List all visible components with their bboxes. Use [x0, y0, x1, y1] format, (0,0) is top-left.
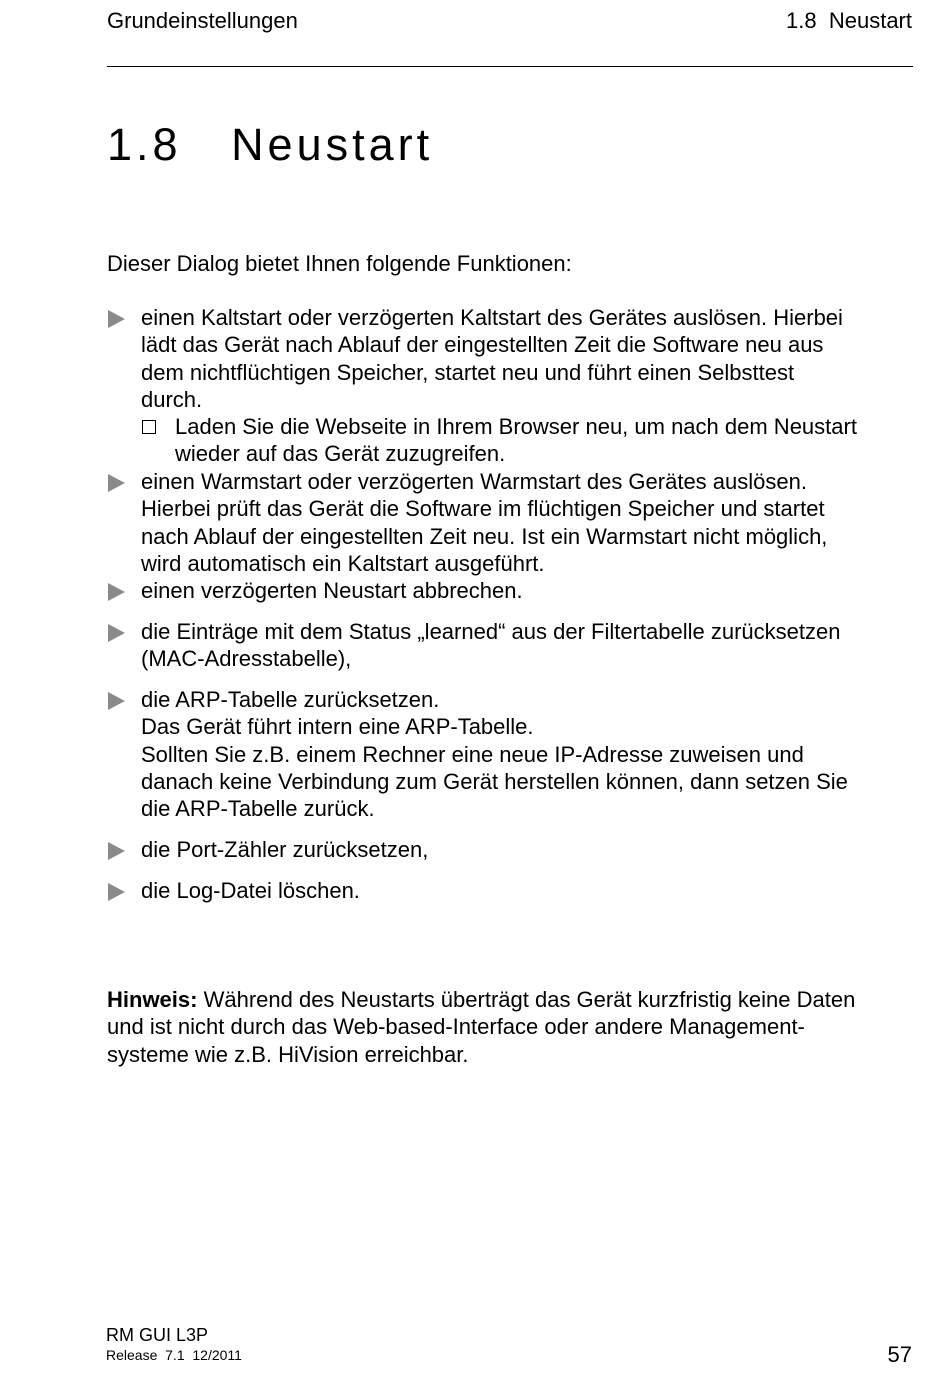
list-item [107, 618, 913, 673]
intro-paragraph: Dieser Dialog bietet Ihnen folgende Funktionen: [107, 251, 572, 276]
text-line: die Log-Datei löschen. [141, 878, 360, 903]
list-item-text [141, 304, 913, 468]
running-header-chapter: Grundeinstellungen [107, 8, 298, 33]
text-line: die ARP-Tabelle zurück. [141, 796, 375, 822]
list-item [107, 304, 913, 468]
text-line: wieder auf das Gerät zuzugreifen. [175, 441, 506, 467]
text-line: dem nichtflüchtigen Speicher, startet neu und führt einen Selbsttest [141, 359, 795, 385]
page-number: 57 [887, 1342, 912, 1367]
text-line: lädt das Gerät nach Ablauf der eingestellten Zeit die Software neu aus [141, 332, 824, 358]
triangle-bullet-icon [108, 474, 125, 492]
triangle-bullet-icon [108, 842, 125, 860]
text-line: (MAC-Adresstabelle), [141, 646, 352, 672]
footer-release-info: Release 7.1 12/2011 [106, 1347, 242, 1363]
list-item [107, 877, 913, 904]
triangle-bullet-icon [108, 883, 125, 901]
triangle-bullet-icon [108, 624, 125, 642]
text-line: die Port-Zähler zurücksetzen, [141, 837, 429, 862]
text-line: wird automatisch ein Kaltstart ausgeführt. [141, 550, 545, 576]
list-item [107, 836, 913, 863]
list-item-text [141, 618, 913, 673]
text-line: durch. [141, 386, 203, 412]
note-label: Hinweis: [107, 987, 198, 1012]
text-line: Laden Sie die Webseite in Ihrem Browser neu, um nach dem Neustart [175, 414, 857, 440]
text-line: die Einträge mit dem Status „learned“ aus der Filtertabelle zurücksetzen [141, 619, 841, 644]
sub-list-item [141, 413, 913, 468]
note-text-line: und ist nicht durch das Web-based-Interface oder andere Management- [107, 1014, 805, 1040]
section-title: 1.8 Neustart [107, 119, 434, 170]
text-line: nach Ablauf der eingestellten Zeit neu. Ist ein Warmstart nicht möglich, [141, 523, 828, 549]
text-line: Das Gerät führt intern eine ARP-Tabelle. [141, 714, 534, 740]
text-line: einen verzögerten Neustart abbrechen. [141, 578, 523, 603]
text-line: Hierbei prüft das Gerät die Software im flüchtigen Speicher und startet [141, 496, 825, 522]
note-text-line: Während des Neustarts überträgt das Gerät kurzfristig keine Daten [197, 987, 856, 1012]
text-line: einen Warmstart oder verzögerten Warmstart des Gerätes auslösen. [141, 469, 807, 494]
note-text-line: systeme wie z.B. HiVision erreichbar. [107, 1041, 469, 1067]
triangle-bullet-icon [108, 310, 125, 328]
list-item-text [141, 577, 913, 604]
text-line: einen Kaltstart oder verzögerten Kaltstart des Gerätes auslösen. Hierbei [141, 305, 843, 330]
square-bullet-icon [142, 420, 156, 434]
list-item-text [141, 836, 913, 863]
header-divider [107, 66, 913, 67]
triangle-bullet-icon [108, 692, 125, 710]
text-line: die ARP-Tabelle zurücksetzen. [141, 687, 440, 712]
text-line: danach keine Verbindung zum Gerät herstellen können, dann setzen Sie [141, 768, 848, 794]
list-item [107, 468, 913, 577]
running-header-section: 1.8 Neustart [786, 8, 912, 33]
note-paragraph [107, 986, 913, 1068]
list-item-text [141, 686, 913, 822]
text-line: Sollten Sie z.B. einem Rechner eine neue IP-Adresse zuweisen und [141, 741, 804, 767]
triangle-bullet-icon [108, 583, 125, 601]
list-item [107, 577, 913, 604]
list-item-text [141, 468, 913, 577]
list-item [107, 686, 913, 822]
footer-document-name: RM GUI L3P [106, 1325, 209, 1345]
note-line [107, 986, 913, 1013]
list-item-text [141, 877, 913, 904]
